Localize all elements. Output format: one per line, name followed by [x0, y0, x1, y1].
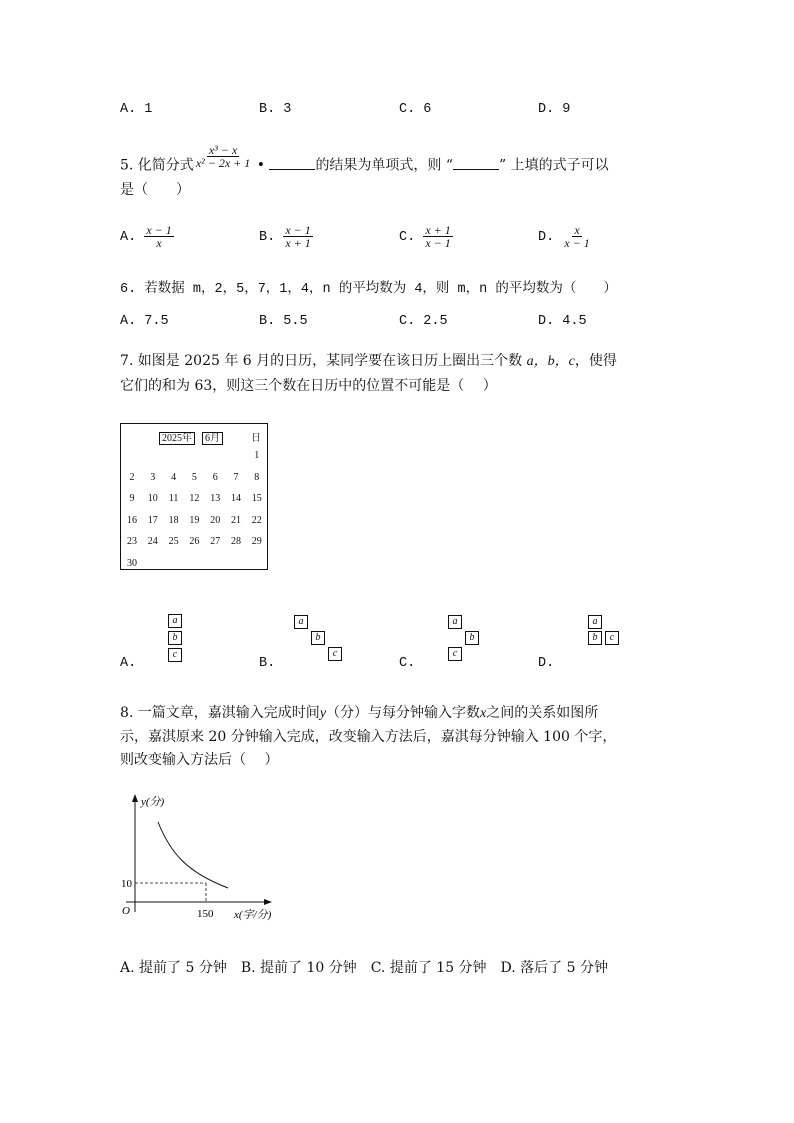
q8-line1-b: （分）与每分钟输入字数 — [326, 705, 481, 721]
q8-x-var: x — [480, 706, 487, 721]
calendar-day: 16 — [127, 514, 137, 526]
calendar-day: 28 — [231, 536, 241, 547]
calendar-day: 5 — [191, 471, 197, 483]
q5-dot: • — [256, 157, 265, 174]
q7-vars: a，b，c — [526, 354, 575, 369]
q5-option-a-label: A. — [120, 230, 137, 246]
q5-option-d — [538, 224, 592, 249]
calendar-day: 22 — [251, 514, 262, 526]
calendar-day: 4 — [171, 471, 177, 483]
q7-a-cell-b: b — [168, 631, 182, 645]
q6-stem: 6. 若数据 m，2，5，7，1，4，n 的平均数为 4，则 m，n 的平均数为（ ） — [120, 282, 617, 297]
q5-option-d-den: x − 1 — [564, 236, 590, 250]
calendar-day: 26 — [189, 536, 200, 547]
q5-option-d-label: D. — [538, 230, 555, 246]
q5-suffix: ” 上填的式子可以 — [499, 157, 609, 174]
calendar-day: 1 — [254, 450, 260, 461]
x-axis-label: x(字/分) — [234, 909, 272, 921]
calendar-day: 6 — [212, 471, 218, 483]
q5-blank-1 — [269, 155, 315, 170]
q5-blank-2 — [453, 155, 499, 170]
calendar-day: 14 — [231, 493, 241, 504]
q5-fraction — [194, 144, 252, 169]
q6-option-b: B. 5.5 — [259, 314, 308, 329]
q7-line1-a: 7. 如图是 2025 年 6 月的日历，某同学要在该日历上圈出三个数 — [120, 353, 523, 369]
q7-c-cell-c: c — [448, 647, 462, 661]
q6-option-d: D. 4.5 — [538, 314, 587, 329]
q5-option-c-fraction — [423, 224, 452, 249]
q7-a-cell-c: c — [168, 648, 182, 662]
q5-frac-num: x³ − x — [208, 143, 238, 157]
calendar-day: 20 — [210, 514, 221, 526]
calendar-month: 6月 — [202, 429, 223, 444]
calendar-day: 10 — [147, 493, 158, 504]
calendar-day: 7 — [233, 471, 239, 483]
calendar-day: 11 — [168, 493, 179, 504]
q5-option-c-den: x − 1 — [425, 236, 451, 250]
q5-middle: 的结果为单项式，则 “ — [315, 157, 454, 174]
calendar-day: 8 — [254, 471, 260, 483]
q5-option-a — [120, 224, 174, 249]
q8-y-var: y — [319, 706, 327, 721]
y-axis-label: y(分) — [141, 796, 165, 808]
q5-option-c — [399, 224, 453, 249]
q7-option-b-label: B. — [259, 656, 276, 671]
q7-b-cell-c: c — [328, 647, 342, 661]
q7-option-c-label: C. — [399, 656, 416, 671]
q5-option-a-den: x — [156, 236, 162, 250]
q5-option-d-fraction — [562, 224, 591, 249]
q5-option-b-fraction — [283, 224, 312, 249]
q8-graph — [118, 792, 288, 922]
q7-d-cell-c: c — [605, 631, 619, 645]
q8-line3: 则改变输入方法后（ ） — [120, 752, 279, 768]
q5-frac-den: x² − 2x + 1 — [195, 156, 251, 170]
q8-line1-a: 8. 一篇文章，嘉淇输入完成时间 — [120, 705, 320, 721]
calendar-day: 30 — [127, 557, 137, 569]
y-tick-label: 10 — [121, 878, 132, 890]
q5-option-b-den: x + 1 — [285, 236, 311, 250]
q5-option-a-num: x − 1 — [146, 223, 172, 237]
q7-c-cell-a: a — [448, 615, 462, 629]
q7-option-d-label: D. — [538, 656, 555, 671]
q7-b-cell-a: a — [294, 615, 308, 629]
q4-option-d: D. 9 — [538, 102, 571, 117]
calendar — [120, 423, 268, 570]
q5-option-b-num: x − 1 — [285, 223, 311, 237]
y-axis-arrow-icon — [132, 794, 138, 802]
calendar-year: 2025年 — [159, 429, 195, 444]
q7-line2: 它们的和为 63，则这三个数在日历中的位置不可能是（ ） — [120, 378, 497, 394]
q8-line2: 示，嘉淇原来 20 分钟输入完成，改变输入方法后，嘉淇每分钟输入 100 个字， — [120, 729, 617, 745]
calendar-day: 24 — [147, 536, 158, 547]
q6-option-c: C. 2.5 — [399, 314, 448, 329]
q7-b-cell-b: b — [311, 631, 325, 645]
q8-line1-c: 之间的关系如图所 — [486, 705, 599, 721]
q5-option-d-num: x — [574, 223, 580, 237]
calendar-day: 29 — [251, 536, 262, 547]
q5-prefix: 5. 化简分式 — [120, 157, 194, 174]
q5-option-c-label: C. — [399, 230, 416, 246]
q5-option-b-label: B. — [259, 230, 276, 246]
calendar-day: 15 — [251, 493, 262, 504]
calendar-day: 9 — [129, 493, 135, 504]
calendar-day: 3 — [150, 471, 156, 483]
calendar-day: 12 — [189, 493, 200, 504]
q5-stem — [120, 143, 609, 178]
calendar-day: 19 — [189, 514, 200, 526]
calendar-day-header: 日 — [251, 433, 261, 444]
x-axis-arrow-icon — [264, 899, 272, 905]
curve — [158, 822, 228, 888]
q4-option-b: B. 3 — [259, 102, 292, 117]
calendar-day: 23 — [127, 536, 137, 547]
q7-d-cell-a: a — [588, 615, 602, 629]
origin-label: O — [122, 905, 130, 917]
q8-line1 — [120, 702, 598, 722]
calendar-day: 13 — [210, 493, 221, 504]
calendar-day: 17 — [147, 514, 158, 526]
q5-line2: 是（ ） — [120, 182, 190, 198]
q7-d-cell-b: b — [588, 631, 602, 645]
q5-option-b — [259, 224, 313, 249]
calendar-day: 27 — [210, 536, 221, 547]
calendar-day: 21 — [231, 514, 241, 526]
q5-option-c-num: x + 1 — [425, 223, 451, 237]
calendar-day: 18 — [168, 514, 179, 526]
q8-options: A. 提前了 5 分钟 B. 提前了 10 分钟 C. 提前了 15 分钟 D. 落后了 5 分钟 — [120, 960, 608, 976]
q7-c-cell-b: b — [465, 631, 479, 645]
q5-option-a-fraction — [144, 224, 173, 249]
calendar-day: 2 — [129, 471, 135, 483]
calendar-day: 25 — [168, 536, 179, 547]
q6-option-a: A. 7.5 — [120, 314, 169, 329]
q7-option-a-label: A. — [120, 656, 137, 671]
x-tick-label: 150 — [197, 908, 214, 920]
q4-option-c: C. 6 — [399, 102, 432, 117]
q4-option-a: A. 1 — [120, 102, 153, 117]
q7-line1 — [120, 350, 617, 370]
q7-line1-b: ，使得 — [574, 353, 617, 369]
q7-a-cell-a: a — [168, 614, 182, 628]
